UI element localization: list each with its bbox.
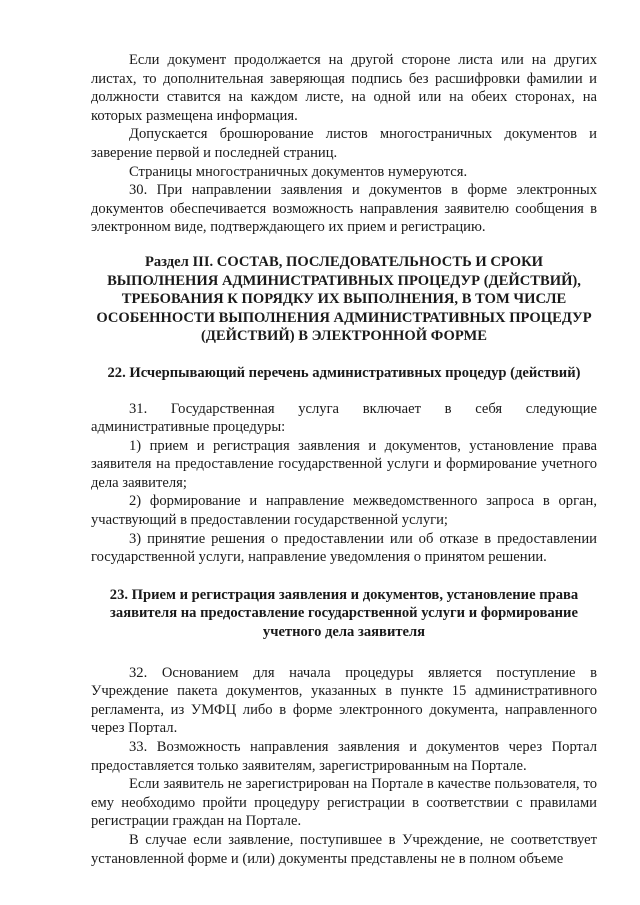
spacer	[91, 346, 597, 364]
spacer	[91, 237, 597, 253]
paragraph: Страницы многостраничных документов нумеруются.	[129, 163, 468, 180]
subsection-22-title: 22. Исчерпывающий перечень административных процедур (действий)	[107, 364, 581, 381]
list-item: 1) прием и регистрация заявления и документов, установление права заявителя на предоставление государственной услуги и формирование учетного дела заявителя;	[91, 437, 597, 491]
page-content	[91, 51, 597, 868]
paragraph: 31. Государственная услуга включает в себя следующие административные процедуры:	[91, 400, 597, 436]
spacer	[91, 567, 597, 586]
spacer	[91, 642, 597, 664]
spacer	[91, 383, 597, 400]
paragraph: Если документ продолжается на другой стороне листа или на других листах, то дополнительная заверяющая подпись без расшифровки фамилии и должности ставится на каждом листе, на одной или на обеих сторонах, на которых размещена информация.	[91, 52, 597, 124]
paragraph: 33. Возможность направления заявления и документов через Портал предоставляется только заявителям, зарегистрированным на Портале.	[91, 739, 597, 774]
list-item: 3) принятие решения о предоставлении или об отказе в предоставлении государственной услуги, направление уведомления о принятом решении.	[91, 530, 597, 566]
section-title: Раздел III. СОСТАВ, ПОСЛЕДОВАТЕЛЬНОСТЬ И СРОКИ ВЫПОЛНЕНИЯ АДМИНИСТРАТИВНЫХ ПРОЦЕДУР (ДЕЙСТВИЙ), ТРЕБОВАНИЯ К ПОРЯДКУ ИХ ВЫПОЛНЕНИЯ, В ТОМ ЧИСЛЕ ОСОБЕННОСТИ ВЫПОЛНЕНИЯ АДМИНИСТРАТИВНЫХ ПРОЦЕДУР (ДЕЙСТВИЙ) В ЭЛЕКТРОННОЙ ФОРМЕ	[96, 253, 592, 345]
paragraph: В случае если заявление, поступившее в Учреждение, не соответствует установленной форме и (или) документы представлены не в полном объеме	[91, 831, 597, 867]
list-item: 2) формирование и направление межведомственного запроса в орган, участвующий в предоставлении государственной услуги;	[91, 493, 597, 529]
paragraph: Допускается брошюрование листов многостраничных документов и заверение первой и последней страниц.	[91, 126, 597, 161]
paragraph: 32. Основанием для начала процедуры является поступление в Учреждение пакета документов, указанных в пункте 15 административного регламента, из УМФЦ либо в форме электронного документа, направленного через Портал.	[91, 664, 597, 737]
subsection-23-title: 23. Прием и регистрация заявления и документов, установление права заявителя на предоставление государственной услуги и формирование учетного дела заявителя	[109, 586, 579, 641]
paragraph: 30. При направлении заявления и документов в форме электронных документов обеспечивается возможность направления заявителю сообщения в электронном виде, подтверждающего их прием и регистрацию.	[91, 182, 597, 236]
paragraph: Если заявитель не зарегистрирован на Портале в качестве пользователя, то ему необходимо пройти процедуру регистрации в соответствии с правилами регистрации граждан на Портале.	[91, 776, 597, 830]
